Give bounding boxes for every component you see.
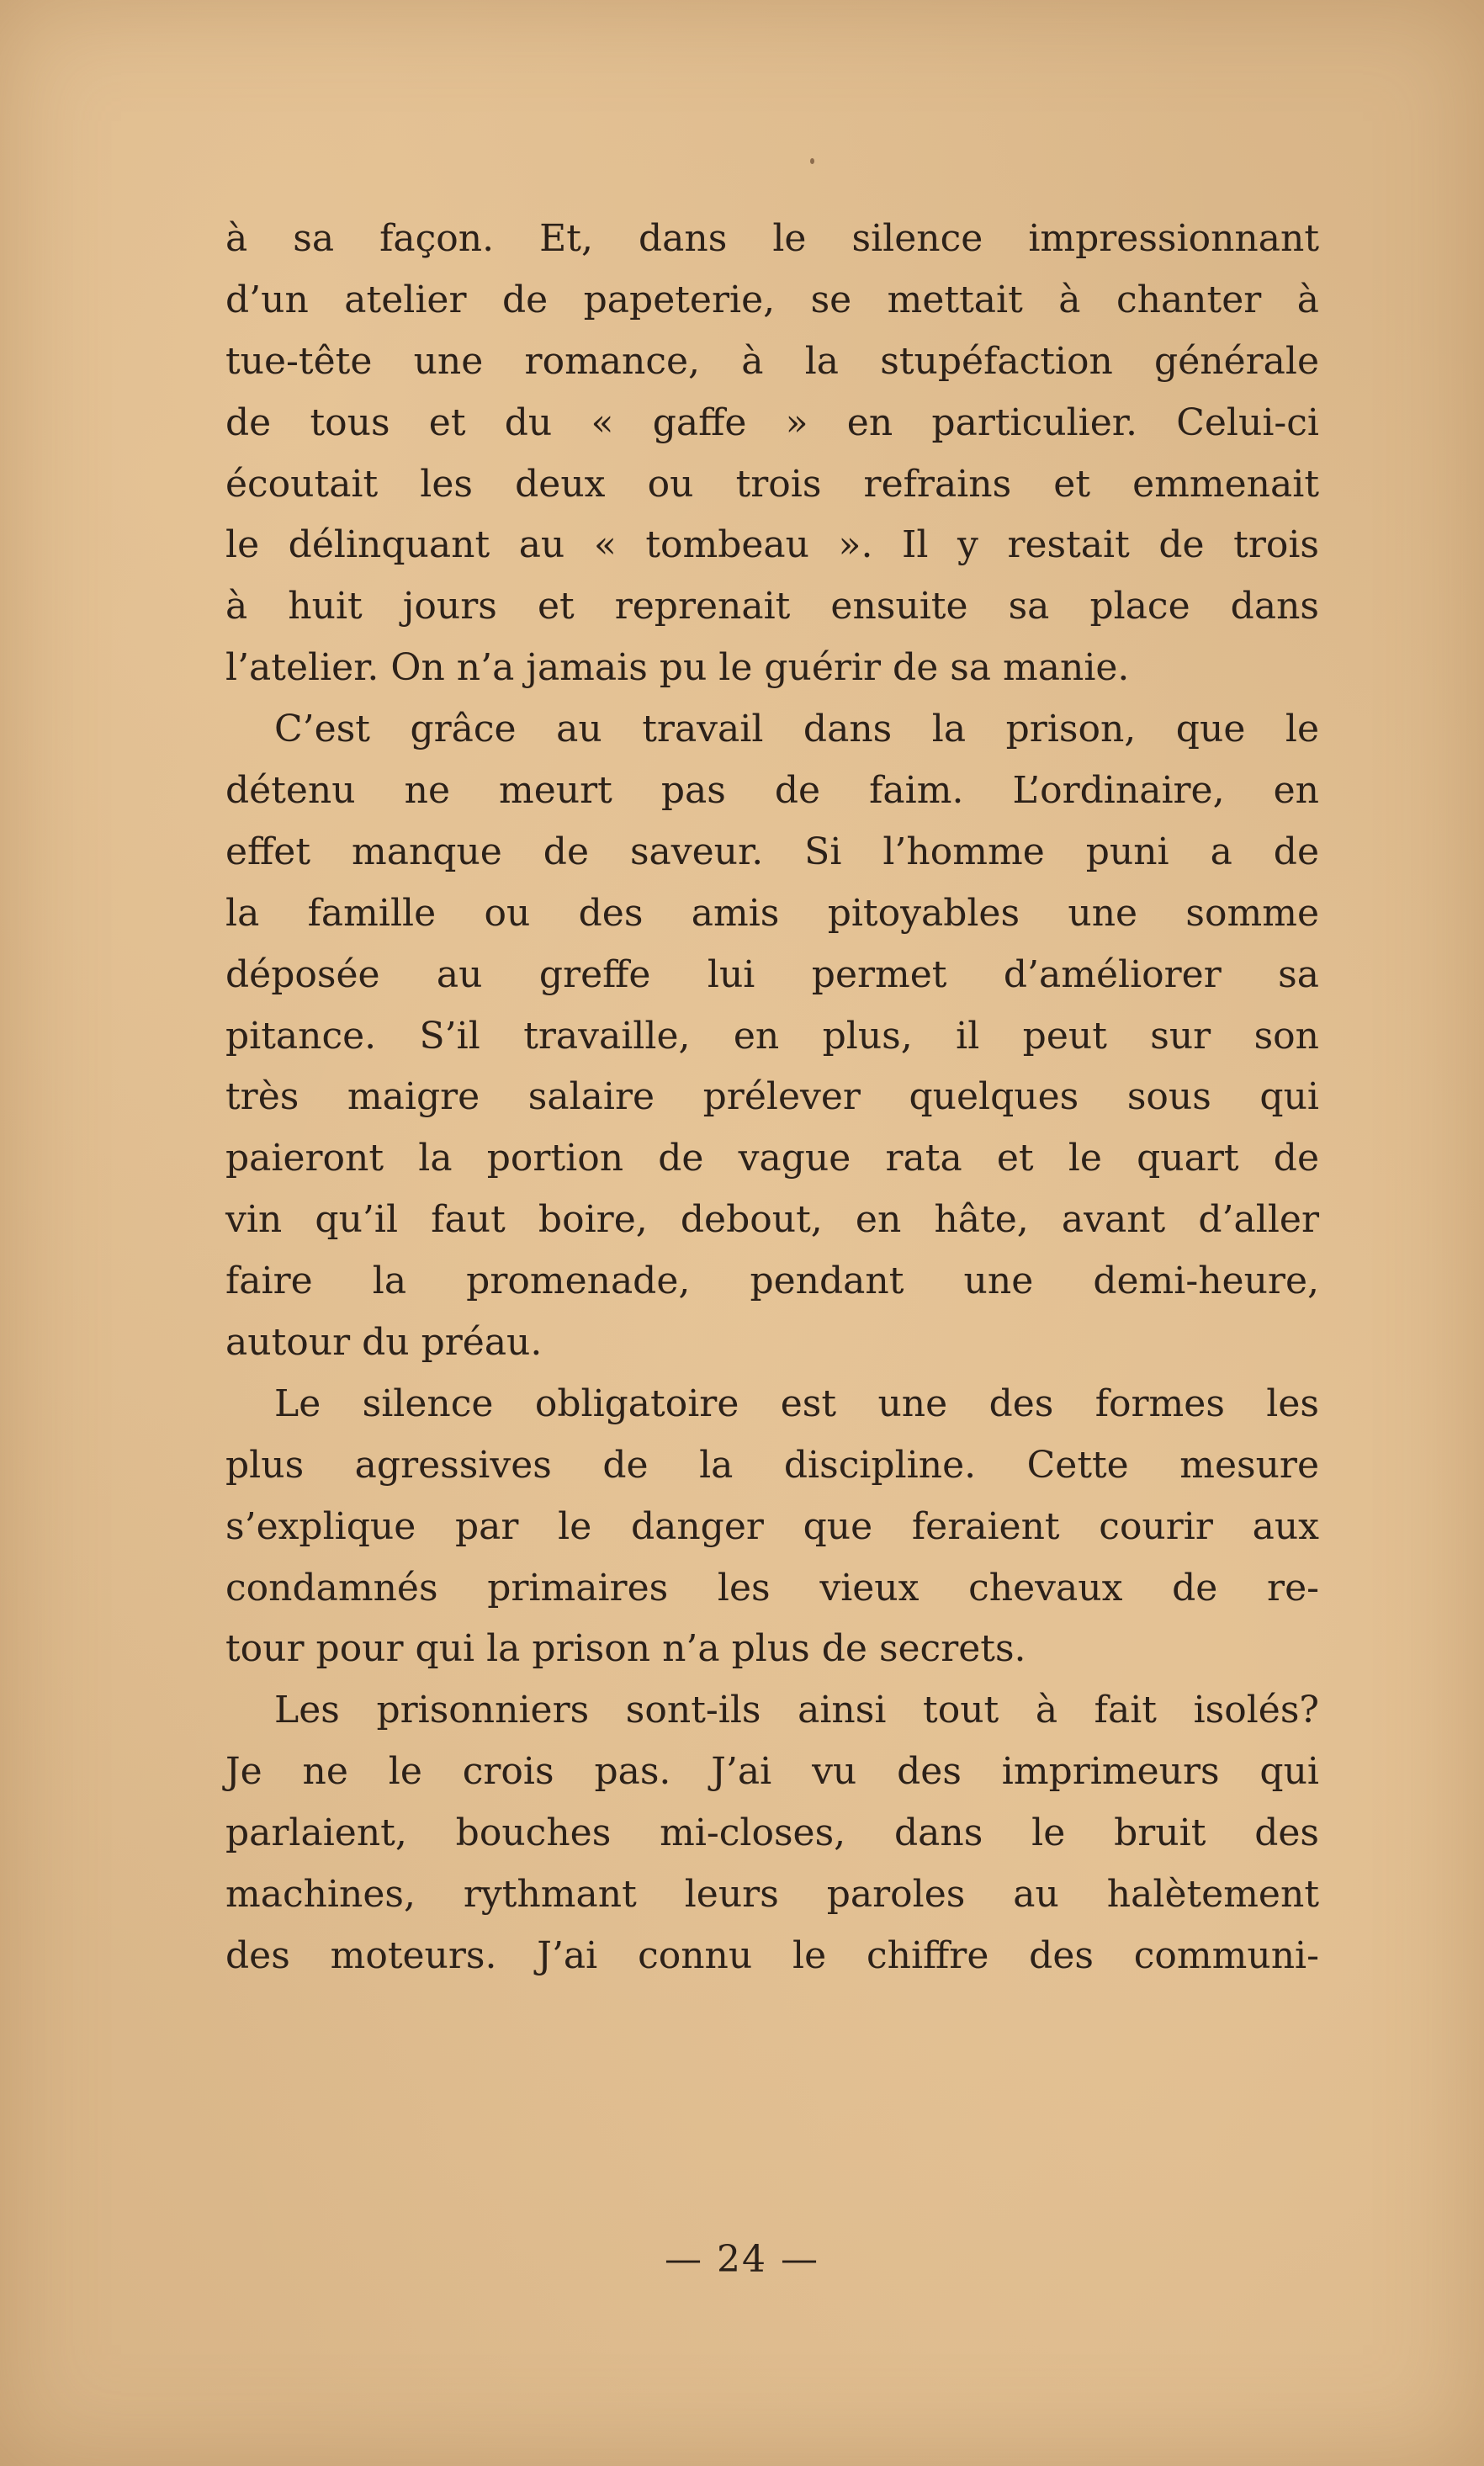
ink-speck (810, 158, 814, 164)
text-line: s’explique par le danger que feraient courir aux (225, 1504, 1319, 1548)
paragraph-start-line: C’est grâce au travail dans la prison, que le (274, 708, 1319, 751)
text-line: autour du préau. (225, 1321, 543, 1365)
text-line: très maigre salaire prélever quelques sous qui (225, 1075, 1319, 1119)
text-line: parlaient, bouches mi-closes, dans le bruit des (225, 1811, 1319, 1855)
text-line: effet manque de saveur. Si l’homme puni a de (225, 830, 1319, 873)
text-line: plus agressives de la discipline. Cette mesure (225, 1443, 1319, 1487)
page-body-text (225, 209, 1319, 1987)
text-line: le délinquant au « tombeau ». Il y restait de trois (225, 523, 1319, 567)
text-line: d’un atelier de papeterie, se mettait à chanter à (225, 278, 1319, 321)
text-line: à huit jours et reprenait ensuite sa place dans (225, 585, 1319, 628)
text-line: détenu ne meurt pas de faim. L’ordinaire, en (225, 769, 1319, 813)
text-line: écoutait les deux ou trois refrains et emmenait (225, 462, 1319, 506)
page-number: — 24 — (665, 2238, 819, 2281)
text-line: vin qu’il faut boire, debout, en hâte, avant d’aller (225, 1198, 1319, 1242)
paragraph-start-line: Les prisonniers sont-ils ainsi tout à fait isolés? (274, 1689, 1319, 1732)
text-line: Je ne le crois pas. J’ai vu des imprimeurs qui (225, 1750, 1319, 1794)
text-line: paieront la portion de vague rata et le quart de (225, 1137, 1319, 1180)
text-line: tue-tête une romance, à la stupéfaction générale (225, 339, 1319, 383)
text-line: faire la promenade, pendant une demi-heure, (225, 1260, 1319, 1303)
text-line: de tous et du « gaffe » en particulier. Celui-ci (225, 400, 1319, 444)
paragraph-start-line: Le silence obligatoire est une des formes les (274, 1381, 1319, 1425)
text-line: pitance. S’il travaille, en plus, il peut sur son (225, 1014, 1319, 1058)
text-line: machines, rythmant leurs paroles au halètement (225, 1873, 1319, 1917)
text-line: des moteurs. J’ai connu le chiffre des communi- (225, 1933, 1319, 1977)
text-line: à sa façon. Et, dans le silence impressionnant (225, 217, 1319, 260)
text-line: tour pour qui la prison n’a plus de secrets. (225, 1627, 1026, 1671)
text-line: déposée au greffe lui permet d’améliorer sa (225, 952, 1319, 996)
text-line: la famille ou des amis pitoyables une somme (225, 891, 1319, 935)
text-line: condamnés primaires les vieux chevaux de re- (225, 1566, 1319, 1610)
text-line: l’atelier. On n’a jamais pu le guérir de sa manie. (225, 646, 1130, 690)
